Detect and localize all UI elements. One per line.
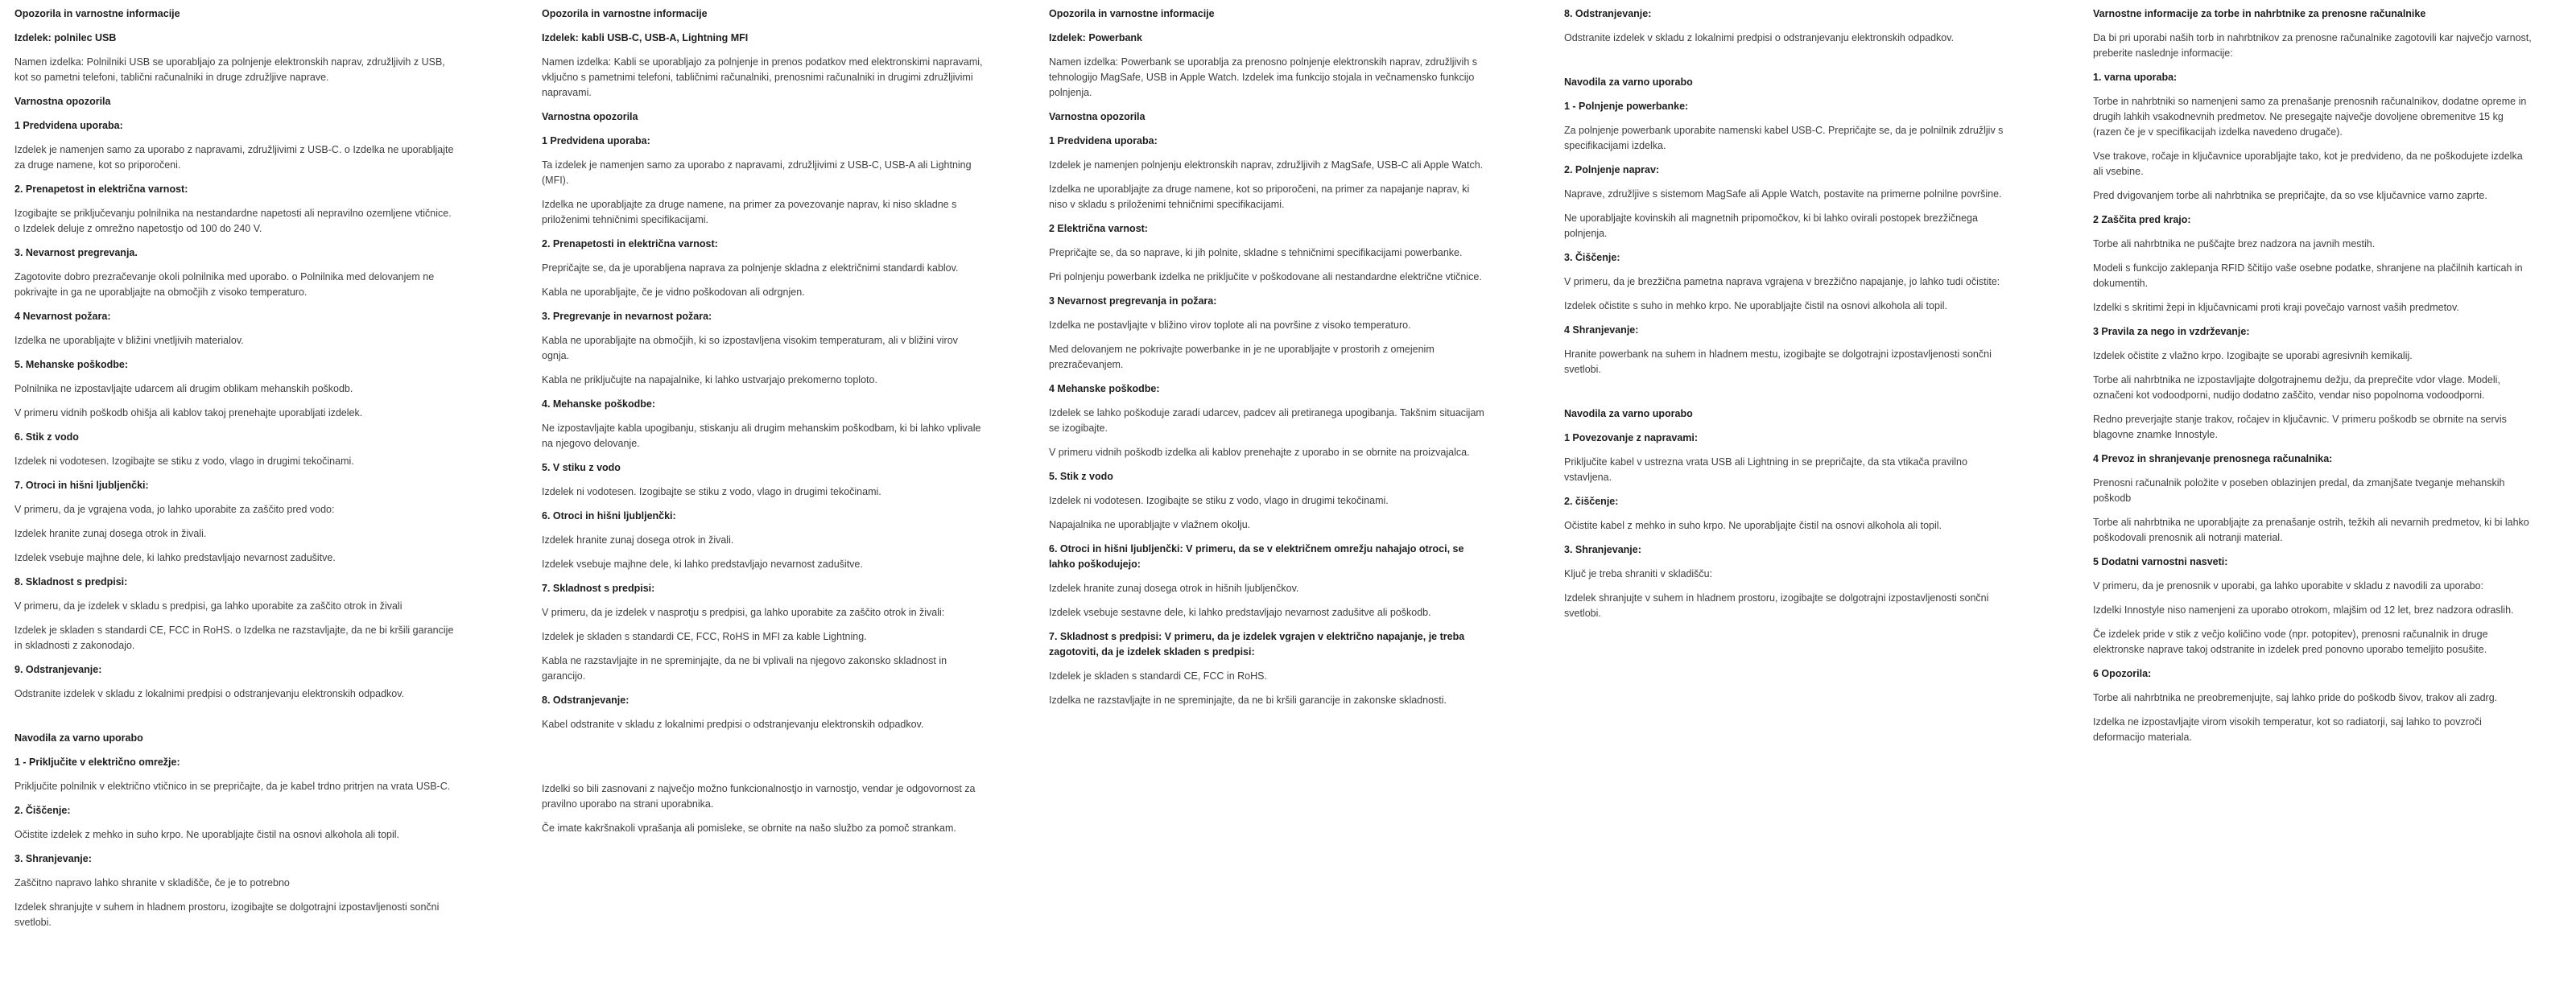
paragraph: Vse trakove, ročaje in ključavnice uporabljajte tako, kot je predvideno, da ne poškodujete izdelka ali vsebine.	[2093, 150, 2523, 177]
paragraph: Kabla ne priključujte na napajalnike, ki lahko ustvarjajo prekomerno toploto.	[542, 374, 877, 385]
paragraph: Če imate kakršnakoli vprašanja ali pomisleke, se obrnite na našo službo za pomoč strankam.	[542, 823, 956, 834]
spacer	[542, 741, 983, 752]
paragraph: Odstranite izdelek v skladu z lokalnimi predpisi o odstranjevanju elektronskih odpadkov.	[1564, 32, 1955, 43]
paragraph: Za polnjenje powerbank uporabite namenski kabel USB-C. Prepričajte se, da je polnilnik združljiv s specifikacijami izdelka.	[1564, 125, 2004, 151]
section-heading: 2. čiščenje:	[1564, 496, 1619, 507]
paragraph: Naprave, združljive s sistemom MagSafe ali Apple Watch, postavite na primerne polnilne površine.	[1564, 188, 2002, 200]
paragraph: Izdelek je skladen s standardi CE, FCC in RoHS.	[1049, 670, 1267, 682]
paragraph: Zagotovite dobro prezračevanje okoli polnilnika med uporabo. o Polnilnika med delovanjem ne pokrivajte in ga ne uporabljajte na območjih z visoko temperaturo.	[14, 271, 435, 298]
paragraph: Izdelki s skritimi žepi in ključavnicami proti kraji povečajo varnost vaših predmetov.	[2093, 302, 2459, 313]
section-heading: Opozorila in varnostne informacije	[1049, 8, 1215, 19]
column-powerbank	[1049, 6, 1490, 717]
paragraph: V primeru vidnih poškodb izdelka ali kablov prenehajte z uporabo in se obrnite na proizvajalca.	[1049, 447, 1470, 458]
section-heading: 2 Zaščita pred krajo:	[2093, 214, 2191, 225]
paragraph: Modeli s funkcijo zaklepanja RFID ščitijo vaše osebne podatke, shranjene na plačilnih karticah in dokumentih.	[2093, 262, 2523, 289]
paragraph: Izdelka ne uporabljajte za druge namene, kot so priporočeni, na primer za napajanje naprav, ki niso v skladu s priloženimi tehničnimi specifikacijami.	[1049, 183, 1470, 210]
paragraph: Izdelek je namenjen samo za uporabo z napravami, združljivimi z USB-C. o Izdelka ne uporabljajte za druge namene, kot so priporočeni.	[14, 144, 454, 171]
paragraph: Prepričajte se, da je uporabljena naprava za polnjenje skladna z električnimi standardi kablov.	[542, 262, 959, 274]
paragraph: Izdelka ne izpostavljajte virom visokih temperatur, kot so radiatorji, saj lahko to povzroči deformacijo materiala.	[2093, 716, 2482, 743]
paragraph: Izdelek ni vodotesen. Izogibajte se stiku z vodo, vlago in drugimi tekočinami.	[1049, 495, 1389, 506]
section-heading: Navodila za varno uporabo	[14, 732, 143, 744]
paragraph: Izdelek očistite z vlažno krpo. Izogibajte se uporabi agresivnih kemikalij.	[2093, 350, 2413, 361]
section-heading: Opozorila in varnostne informacije	[14, 8, 180, 19]
section-heading: 2. Prenapetosti in električna varnost:	[542, 238, 718, 249]
paragraph: Izdelek vsebuje sestavne dele, ki lahko predstavljajo nevarnost zadušitve ali poškodb.	[1049, 607, 1431, 618]
section-heading: 3. Shranjevanje:	[1564, 544, 1641, 555]
section-heading: 1 Predvidena uporaba:	[1049, 135, 1158, 146]
section-heading: 3. Shranjevanje:	[14, 853, 92, 864]
paragraph: V primeru, da je izdelek v nasprotju s predpisi, ga lahko uporabite za zaščito otrok in živali:	[542, 607, 945, 618]
section-heading: 8. Skladnost s predpisi:	[14, 576, 128, 588]
paragraph: Izdelek je namenjen polnjenju elektronskih naprav, združljivih z MagSafe, USB-C ali Apple Watch.	[1049, 159, 1484, 171]
paragraph: Polnilnika ne izpostavljajte udarcem ali drugim oblikam mehanskih poškodb.	[14, 383, 353, 394]
paragraph: V primeru vidnih poškodb ohišja ali kablov takoj prenehajte uporabljati izdelek.	[14, 407, 363, 418]
paragraph: Izdelek očistite s suho in mehko krpo. Ne uporabljajte čistil na osnovi alkohola ali topil.	[1564, 300, 1947, 311]
section-heading: Navodila za varno uporabo	[1564, 408, 1693, 419]
section-heading: 3 Pravila za nego in vzdrževanje:	[2093, 326, 2250, 337]
paragraph: Med delovanjem ne pokrivajte powerbanke in je ne uporabljajte v prostorih z omejenim prezračevanjem.	[1049, 344, 1435, 370]
paragraph: Izdelek vsebuje majhne dele, ki lahko predstavljajo nevarnost zadušitve.	[14, 552, 336, 563]
paragraph: Torbe ali nahrbtnika ne puščajte brez nadzora na javnih mestih.	[2093, 238, 2376, 249]
paragraph: Odstranite izdelek v skladu z lokalnimi predpisi o odstranjevanju elektronskih odpadkov.	[14, 688, 405, 699]
paragraph: Izdelek hranite zunaj dosega otrok in hišnih ljubljenčkov.	[1049, 583, 1299, 594]
spacer	[14, 711, 456, 722]
section-heading: Opozorila in varnostne informacije	[542, 8, 708, 19]
section-heading: 5. Stik z vodo	[1049, 471, 1113, 482]
paragraph: Namen izdelka: Kabli se uporabljajo za polnjenje in prenos podatkov med elektronskimi napravami, vključno s pametnimi telefoni, tabličnimi računalniki, prenosnimi računalniki in drugimi združljivimi napravami.	[542, 56, 983, 98]
spacer	[1564, 55, 2005, 66]
paragraph: Izdelek shranjujte v suhem in hladnem prostoru, izogibajte se dolgotrajni izpostavljenosti sončni svetlobi.	[1564, 592, 1989, 619]
section-heading: 6. Stik z vodo	[14, 431, 79, 443]
section-heading: 7. Skladnost s predpisi: V primeru, da je izdelek vgrajen v električno napajanje, je treba zagotoviti, da je izdelek skladen s predpisi:	[1049, 631, 1465, 658]
section-heading: 5. V stiku z vodo	[542, 462, 621, 473]
paragraph: Torbe ali nahrbtnika ne preobremenjujte, saj lahko pride do poškodb šivov, trakov ali zadrg.	[2093, 692, 2498, 703]
section-heading: 3 Nevarnost pregrevanja in požara:	[1049, 295, 1217, 307]
paragraph: Torbe ali nahrbtnika ne izpostavljajte dolgotrajnemu dežju, da preprečite vdor vlage. Modeli, označeni kot vodoodporni, nudijo dodatno zaščito, vendar niso popolnoma vodoodporni.	[2093, 374, 2500, 401]
paragraph: Ne izpostavljajte kabla upogibanju, stiskanju ali drugim mehanskim poškodbam, ki bi lahko vplivale na njegovo delovanje.	[542, 423, 981, 449]
paragraph: Izdelki so bili zasnovani z največjo možno funkcionalnostjo in varnostjo, vendar je odgovornost za pravilno uporabo na strani uporabnika.	[542, 783, 976, 810]
section-heading: 5 Dodatni varnostni nasveti:	[2093, 556, 2228, 567]
section-heading: 1 Predvidena uporaba:	[542, 135, 650, 146]
section-heading: 3. Nevarnost pregrevanja.	[14, 247, 138, 258]
paragraph: Izdelka ne uporabljajte v bližini vnetljivih materialov.	[14, 335, 244, 346]
column-usb-charger	[14, 6, 456, 939]
section-heading: 4 Shranjevanje:	[1564, 324, 1639, 336]
paragraph: Kabla ne razstavljajte in ne spreminjajte, da ne bi vplivali na njegovo zakonsko skladnost in garancijo.	[542, 655, 947, 682]
paragraph: Ne uporabljajte kovinskih ali magnetnih pripomočkov, ki bi lahko ovirali postopek brezžičnega polnjenja.	[1564, 212, 1978, 239]
paragraph: Izdelek je skladen s standardi CE, FCC, RoHS in MFI za kable Lightning.	[542, 631, 867, 642]
paragraph: Ključ je treba shraniti v skladišču:	[1564, 568, 1713, 579]
paragraph: Izdelek se lahko poškoduje zaradi udarcev, padcev ali pretiranega upogibanja. Takšnim situacijam se izogibajte.	[1049, 407, 1484, 434]
column-laptop-bags	[2093, 6, 2534, 754]
paragraph: Kabla ne uporabljajte, če je vidno poškodovan ali odrgnjen.	[542, 287, 805, 298]
paragraph: Izdelki Innostyle niso namenjeni za uporabo otrokom, mlajšim od 12 let, brez nadzora odraslih.	[2093, 604, 2514, 616]
paragraph: Pred dvigovanjem torbe ali nahrbtnika se prepričajte, da so vse ključavnice varno zaprte.	[2093, 190, 2487, 201]
paragraph: Ta izdelek je namenjen samo za uporabo z napravami, združljivimi z USB-C, USB-A ali Lightning (MFI).	[542, 159, 972, 186]
paragraph: Priključite kabel v ustrezna vrata USB ali Lightning in se prepričajte, da sta vtikača pravilno vstavljena.	[1564, 456, 1967, 483]
section-heading: Izdelek: polnilec USB	[14, 32, 117, 43]
section-heading: 3. Pregrevanje in nevarnost požara:	[542, 311, 712, 322]
section-heading: Varnostna opozorila	[542, 111, 638, 122]
paragraph: Izdelek hranite zunaj dosega otrok in živali.	[542, 534, 734, 546]
paragraph: Izdelka ne razstavljajte in ne spreminjajte, da ne bi kršili garancije in zakonske skladnosti.	[1049, 695, 1447, 706]
section-heading: 1. varna uporaba:	[2093, 72, 2178, 83]
paragraph: Izdelek shranjujte v suhem in hladnem prostoru, izogibajte se dolgotrajni izpostavljenosti sončni svetlobi.	[14, 901, 440, 928]
section-heading: 1 Povezovanje z napravami:	[1564, 432, 1699, 443]
spacer	[1564, 386, 2005, 398]
section-heading: Izdelek: Powerbank	[1049, 32, 1143, 43]
section-heading: 8. Odstranjevanje:	[542, 695, 630, 706]
paragraph: Izdelek ni vodotesen. Izogibajte se stiku z vodo, vlago in drugimi tekočinami.	[14, 456, 354, 467]
paragraph: Pri polnjenju powerbank izdelka ne priključite v poškodovane ali nestandardne električne vtičnice.	[1049, 271, 1482, 282]
paragraph: Namen izdelka: Polnilniki USB se uporabljajo za polnjenje elektronskih naprav, združljivih z USB, kot so pametni telefoni, tablični računalniki in druge združljive naprave.	[14, 56, 445, 83]
section-heading: 4 Prevoz in shranjevanje prenosnega računalnika:	[2093, 453, 2333, 464]
paragraph: Očistite kabel z mehko in suho krpo. Ne uporabljajte čistil na osnovi alkohola ali topil.	[1564, 520, 1942, 531]
paragraph: Da bi pri uporabi naših torb in nahrbtnikov za prenosne računalnike zagotovili kar največjo varnost, preberite naslednje informacije:	[2093, 32, 2532, 59]
paragraph: Izdelek vsebuje majhne dele, ki lahko predstavljajo nevarnost zadušitve.	[542, 559, 863, 570]
section-heading: 6 Opozorila:	[2093, 668, 2152, 679]
paragraph: Namen izdelka: Powerbank se uporablja za prenosno polnjenje elektronskih naprav, združljivih s tehnologijo MagSafe, USB in Apple Watch. Izdelek ima funkcijo stojala in večnamensko funkcijo polnjenja.	[1049, 56, 1478, 98]
paragraph: Prepričajte se, da so naprave, ki jih polnite, skladne s tehničnimi specifikacijami powerbanke.	[1049, 247, 1463, 258]
section-heading: 9. Odstranjevanje:	[14, 664, 102, 675]
section-heading: 5. Mehanske poškodbe:	[14, 359, 129, 370]
paragraph: Izdelka ne postavljajte v bližino virov toplote ali na površine z visoko temperaturo.	[1049, 320, 1411, 331]
paragraph: Kabla ne uporabljajte na območjih, ki so izpostavljena visokim temperaturam, ali v bližini virov ognja.	[542, 335, 958, 361]
paragraph: Torbe in nahrbtniki so namenjeni samo za prenašanje prenosnih računalnikov, dodatne opreme in drugih lahkih vsakodnevnih predmetov. Ne presegajte največje dovoljene obremenitve 15 kg (razen če je v specifikacijah izdelka navedeno drugače).	[2093, 96, 2527, 138]
section-heading: 4 Mehanske poškodbe:	[1049, 383, 1160, 394]
section-heading: Varnostna opozorila	[1049, 111, 1146, 122]
paragraph: V primeru, da je vgrajena voda, jo lahko uporabite za zaščito pred vodo:	[14, 504, 335, 515]
paragraph: Torbe ali nahrbtnika ne uporabljajte za prenašanje ostrih, težkih ali nevarnih predmetov, ki bi lahko poškodovali prenosnik ali notranji material.	[2093, 517, 2529, 543]
section-heading: Varnostne informacije za torbe in nahrbtnike za prenosne računalnike	[2093, 8, 2426, 19]
paragraph: Redno preverjajte stanje trakov, ročajev in ključavnic. V primeru poškodb se obrnite na servis blagovne znamke Innostyle.	[2093, 414, 2507, 440]
paragraph: Izdelka ne uporabljajte za druge namene, na primer za povezovanje naprav, ki niso skladne s priloženimi tehničnimi specifikacijami.	[542, 199, 957, 225]
paragraph: V primeru, da je brezžična pametna naprava vgrajena v brezžično napajanje, jo lahko tudi očistite:	[1564, 276, 2000, 287]
section-heading: Varnostna opozorila	[14, 96, 111, 107]
section-heading: 8. Odstranjevanje:	[1564, 8, 1652, 19]
section-heading: 1 - Priključite v električno omrežje:	[14, 757, 180, 768]
section-heading: 3. Čiščenje:	[1564, 252, 1620, 263]
paragraph: Napajalnika ne uporabljajte v vlažnem okolju.	[1049, 519, 1251, 530]
section-heading: 6. Otroci in hišni ljubljenčki: V primeru, da se v električnem omrežju nahajajo otroci, se lahko poškodujejo:	[1049, 543, 1464, 570]
section-heading: Izdelek: kabli USB-C, USB-A, Lightning MFI	[542, 32, 749, 43]
section-heading: 2. Čiščenje:	[14, 805, 71, 816]
section-heading: Navodila za varno uporabo	[1564, 76, 1693, 88]
paragraph: V primeru, da je izdelek v skladu s predpisi, ga lahko uporabite za zaščito otrok in živali	[14, 600, 402, 612]
paragraph: Izdelek ni vodotesen. Izogibajte se stiku z vodo, vlago in drugimi tekočinami.	[542, 486, 881, 497]
section-heading: 2 Električna varnost:	[1049, 223, 1148, 234]
paragraph: Kabel odstranite v skladu z lokalnimi predpisi o odstranjevanju elektronskih odpadkov.	[542, 719, 924, 730]
paragraph: Izogibajte se priključevanju polnilnika na nestandardne napetosti ali nepravilno ozemljene vtičnice. o Izdelek deluje z omrežno napetostjo od 100 do 240 V.	[14, 208, 452, 234]
paragraph: Prenosni računalnik položite v poseben oblazinjen predal, da zmanjšate tveganje mehanskih poškodb	[2093, 477, 2505, 504]
spacer	[542, 761, 983, 773]
section-heading: 7. Otroci in hišni ljubljenčki:	[14, 480, 149, 491]
paragraph: Če izdelek pride v stik z večjo količino vode (npr. potopitev), prenosni računalnik in druge elektronske naprave takoj odstranite in izdelek pred ponovno uporabo temeljito posušite.	[2093, 629, 2488, 655]
section-heading: 1 - Polnjenje powerbanke:	[1564, 101, 1689, 112]
paragraph: Hranite powerbank na suhem in hladnem mestu, izogibajte se dolgotrajni izpostavljenosti sončni svetlobi.	[1564, 348, 1992, 375]
paragraph: Izdelek hranite zunaj dosega otrok in živali.	[14, 528, 207, 539]
column-cables	[542, 6, 983, 845]
paragraph: Zaščitno napravo lahko shranite v skladišče, če je to potrebno	[14, 877, 290, 888]
paragraph: V primeru, da je prenosnik v uporabi, ga lahko uporabite v skladu z navodili za uporabo:	[2093, 580, 2484, 592]
paragraph: Izdelek je skladen s standardi CE, FCC in RoHS. o Izdelka ne razstavljajte, da ne bi kršili garancije in skladnosti z zakonodajo.	[14, 625, 454, 651]
section-heading: 2. Polnjenje naprav:	[1564, 164, 1660, 175]
section-heading: 4 Nevarnost požara:	[14, 311, 111, 322]
section-heading: 2. Prenapetost in električna varnost:	[14, 183, 188, 195]
section-heading: 4. Mehanske poškodbe:	[542, 398, 656, 410]
section-heading: 7. Skladnost s predpisi:	[542, 583, 655, 594]
column-powerbank-instructions	[1564, 6, 2005, 630]
section-heading: 6. Otroci in hišni ljubljenčki:	[542, 510, 676, 522]
section-heading: 1 Predvidena uporaba:	[14, 120, 123, 131]
paragraph: Priključite polnilnik v električno vtičnico in se prepričajte, da je kabel trdno pritrjen na vrata USB-C.	[14, 781, 451, 792]
paragraph: Očistite izdelek z mehko in suho krpo. Ne uporabljajte čistil na osnovi alkohola ali topil.	[14, 829, 400, 840]
